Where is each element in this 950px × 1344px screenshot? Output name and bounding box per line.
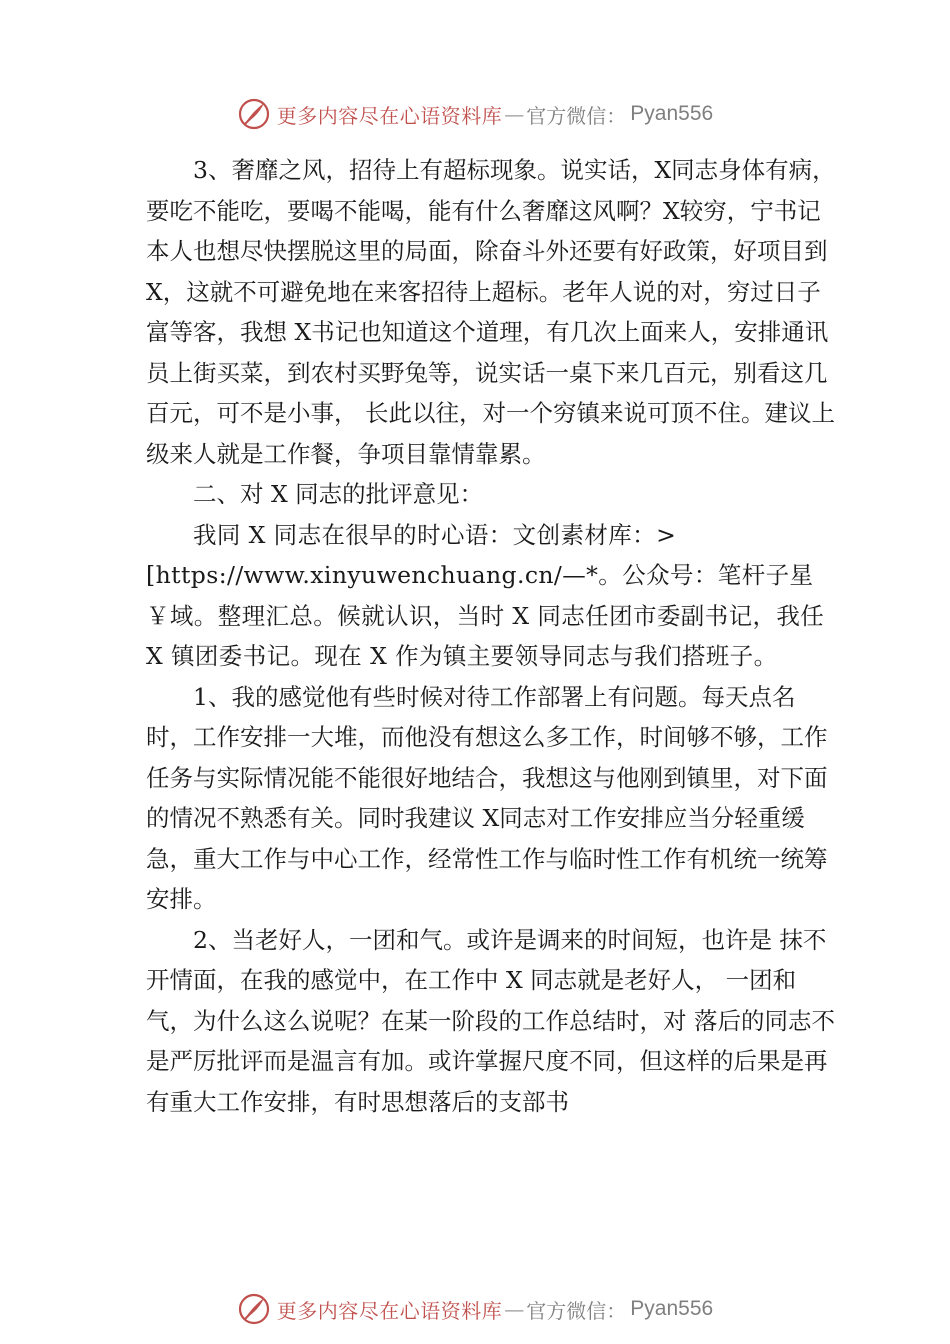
paragraph-extravagance: 3、奢靡之风，招待上有超标现象。说实话，X同志身体有病，要吃不能吃，要喝不能喝，能有什么奢靡这风啊？X较穷，宁书记本人也想尽快摆脱这里的局面，除奋斗外还要有好政策，好项目到 X，这就不可避免地在来客招待上超标。老年人说的对，穷过日子富等客，我想 X书记也知道这个道理，有几次上面来人，安排通讯员上街买菜，到农村买野兔等，说实话一桌下来几百元，别看这几百元，可不是小事， 长此以往，对一个穷镇来说可顶不住。建议上级来人就是工作餐，争项目靠情靠累。 (146, 156, 836, 468)
paragraph-nice-guy: 2、当老好人，一团和气。或许是调来的时间短，也许是 抹不开情面，在我的感觉中，在工作中 X 同志就是老好人， 一团和气，为什么这么说呢？在某一阶段的工作总结时，对 落后的同志不是严厉批评而是温言有加。或许掌握尺度不同，但这样的后果是再有重大工作安排，有时思想落后的支部书 (146, 925, 835, 1116)
header-official-label: 官方微信： (526, 103, 627, 128)
page-footer-banner (0, 1289, 950, 1329)
footer-official-label: 官方微信： (526, 1298, 627, 1323)
section-heading-criticism: 二、对 X 同志的批评意见： (193, 480, 484, 508)
header-separator: — (504, 102, 525, 126)
footer-brand-text: 更多内容尽在心语资料库 (276, 1298, 503, 1323)
header-account-id: Pyan556 (630, 102, 714, 125)
document-body (146, 150, 836, 1122)
footer-separator: — (504, 1297, 525, 1321)
footer-account-id: Pyan556 (630, 1297, 714, 1320)
page-header-banner (0, 94, 950, 134)
paragraph-acquaintance: 我同 X 同志在很早的时心语：文创素材库：>[https://www.xinyuwenchuang.cn/—*。公众号：笔杆子星￥域。整理汇总。候就认识，当时 X 同志任团市委副书记，我任 X 镇团委书记。现在 X 作为镇主要领导同志与我们搭班子。 (146, 520, 825, 670)
writing-quill-logo-icon (237, 97, 271, 131)
header-brand-text: 更多内容尽在心语资料库 (276, 103, 503, 128)
paragraph-work-deployment: 1、我的感觉他有些时候对待工作部署上有问题。每天点名时，工作安排一大堆，而他没有想这么多工作，时间够不够，工作任务与实际情况能不能很好地结合，我想这与他刚到镇里，对下面的情况不熟悉有关。同时我建议 X同志对工作安排应当分轻重缓急，重大工作与中心工作，经常性工作与临时性工作有机统一统筹安排。 (146, 682, 828, 913)
writing-quill-logo-icon (237, 1292, 271, 1326)
